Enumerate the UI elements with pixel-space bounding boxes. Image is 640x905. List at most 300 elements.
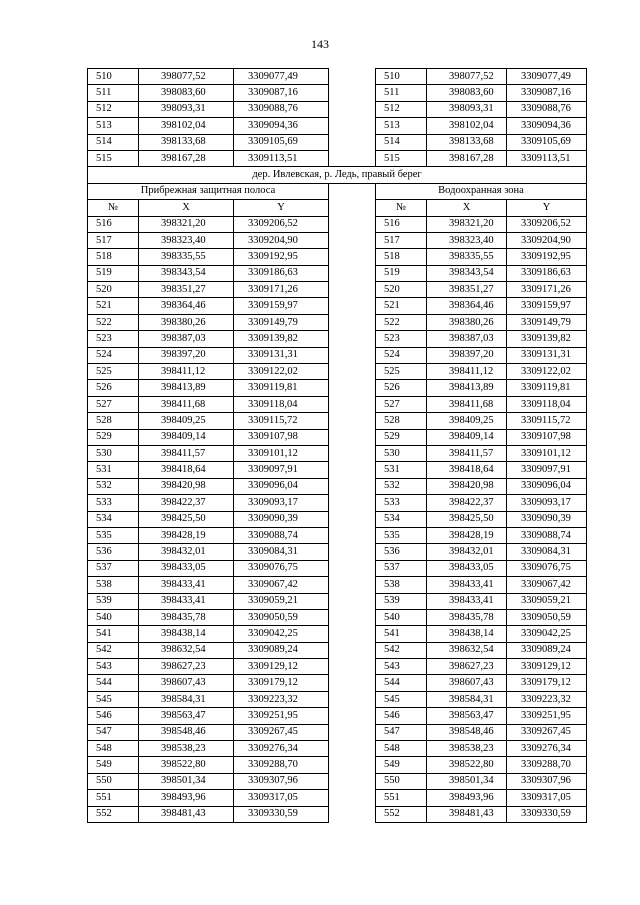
y-coordinate-cell: 3309223,32 <box>507 691 587 707</box>
point-number-cell: 521 <box>376 298 427 314</box>
x-coordinate-cell: 398584,31 <box>139 691 234 707</box>
y-coordinate-cell: 3309115,72 <box>507 413 587 429</box>
x-coordinate-cell: 398422,37 <box>427 495 507 511</box>
point-number-cell: 543 <box>376 659 427 675</box>
point-number-cell: 539 <box>376 593 427 609</box>
point-number-cell: 526 <box>376 380 427 396</box>
table-row <box>88 331 587 347</box>
y-coordinate-cell: 3309077,49 <box>507 69 587 85</box>
table-row <box>88 741 587 757</box>
point-number-cell: 529 <box>376 429 427 445</box>
x-coordinate-cell: 398433,41 <box>427 593 507 609</box>
y-coordinate-cell: 3309094,36 <box>507 118 587 134</box>
y-coordinate-cell: 3309171,26 <box>234 282 329 298</box>
y-coordinate-cell: 3309159,97 <box>234 298 329 314</box>
point-number-cell: 527 <box>88 396 139 412</box>
header-y: Y <box>507 200 587 216</box>
x-coordinate-cell: 398433,05 <box>427 560 507 576</box>
table-row <box>88 265 587 281</box>
x-coordinate-cell: 398420,98 <box>139 478 234 494</box>
x-coordinate-cell: 398438,14 <box>139 626 234 642</box>
column-gap <box>329 757 376 773</box>
x-coordinate-cell: 398411,57 <box>427 445 507 461</box>
y-coordinate-cell: 3309307,96 <box>507 773 587 789</box>
y-coordinate-cell: 3309288,70 <box>234 757 329 773</box>
x-coordinate-cell: 398351,27 <box>427 282 507 298</box>
table-row <box>88 642 587 658</box>
table-row <box>88 347 587 363</box>
table-row <box>88 806 587 822</box>
x-coordinate-cell: 398093,31 <box>427 101 507 117</box>
column-gap <box>329 560 376 576</box>
column-gap <box>329 282 376 298</box>
header-x: X <box>139 200 234 216</box>
x-coordinate-cell: 398425,50 <box>139 511 234 527</box>
table-row <box>88 282 587 298</box>
column-gap <box>329 527 376 543</box>
point-number-cell: 522 <box>376 314 427 330</box>
table-row <box>88 298 587 314</box>
y-coordinate-cell: 3309139,82 <box>507 331 587 347</box>
table-row <box>88 626 587 642</box>
point-number-cell: 548 <box>88 741 139 757</box>
y-coordinate-cell: 3309276,34 <box>507 741 587 757</box>
x-coordinate-cell: 398433,41 <box>139 577 234 593</box>
point-number-cell: 538 <box>376 577 427 593</box>
y-coordinate-cell: 3309115,72 <box>234 413 329 429</box>
table-row <box>88 216 587 232</box>
y-coordinate-cell: 3309307,96 <box>234 773 329 789</box>
y-coordinate-cell: 3309089,24 <box>234 642 329 658</box>
column-gap <box>329 331 376 347</box>
point-number-cell: 528 <box>376 413 427 429</box>
point-number-cell: 547 <box>88 724 139 740</box>
point-number-cell: 544 <box>88 675 139 691</box>
point-number-cell: 524 <box>88 347 139 363</box>
x-coordinate-cell: 398433,05 <box>139 560 234 576</box>
table-row <box>88 364 587 380</box>
x-coordinate-cell: 398435,78 <box>139 609 234 625</box>
point-number-cell: 534 <box>88 511 139 527</box>
point-number-cell: 533 <box>88 495 139 511</box>
point-number-cell: 510 <box>88 69 139 85</box>
column-gap <box>329 298 376 314</box>
point-number-cell: 510 <box>376 69 427 85</box>
y-coordinate-cell: 3309097,91 <box>507 462 587 478</box>
column-gap <box>329 691 376 707</box>
point-number-cell: 516 <box>376 216 427 232</box>
point-number-cell: 512 <box>88 101 139 117</box>
x-coordinate-cell: 398433,41 <box>427 577 507 593</box>
point-number-cell: 541 <box>88 626 139 642</box>
point-number-cell: 551 <box>376 790 427 806</box>
y-coordinate-cell: 3309251,95 <box>507 708 587 724</box>
column-gap <box>329 577 376 593</box>
y-coordinate-cell: 3309223,32 <box>234 691 329 707</box>
table-row <box>88 85 587 101</box>
y-coordinate-cell: 3309330,59 <box>234 806 329 822</box>
x-coordinate-cell: 398438,14 <box>427 626 507 642</box>
column-gap <box>329 265 376 281</box>
column-gap <box>329 724 376 740</box>
y-coordinate-cell: 3309101,12 <box>507 445 587 461</box>
y-coordinate-cell: 3309077,49 <box>234 69 329 85</box>
point-number-cell: 522 <box>88 314 139 330</box>
point-number-cell: 527 <box>376 396 427 412</box>
point-number-cell: 549 <box>376 757 427 773</box>
x-coordinate-cell: 398432,01 <box>139 544 234 560</box>
x-coordinate-cell: 398563,47 <box>139 708 234 724</box>
x-coordinate-cell: 398411,68 <box>427 396 507 412</box>
point-number-cell: 517 <box>376 232 427 248</box>
point-number-cell: 537 <box>376 560 427 576</box>
point-number-cell: 532 <box>88 478 139 494</box>
y-coordinate-cell: 3309113,51 <box>234 150 329 166</box>
x-coordinate-cell: 398083,60 <box>139 85 234 101</box>
column-gap <box>329 314 376 330</box>
y-coordinate-cell: 3309251,95 <box>234 708 329 724</box>
table-row <box>88 232 587 248</box>
point-number-cell: 542 <box>376 642 427 658</box>
table-row <box>88 593 587 609</box>
header-row <box>88 200 587 216</box>
point-number-cell: 542 <box>88 642 139 658</box>
point-number-cell: 513 <box>88 118 139 134</box>
point-number-cell: 525 <box>376 364 427 380</box>
table-row <box>88 134 587 150</box>
point-number-cell: 520 <box>88 282 139 298</box>
point-number-cell: 552 <box>88 806 139 822</box>
y-coordinate-cell: 3309105,69 <box>507 134 587 150</box>
column-gap <box>329 478 376 494</box>
y-coordinate-cell: 3309097,91 <box>234 462 329 478</box>
y-coordinate-cell: 3309131,31 <box>507 347 587 363</box>
coordinates-table <box>87 68 587 823</box>
table-row <box>88 462 587 478</box>
left-zone-title: Прибрежная защитная полоса <box>88 183 329 199</box>
column-gap <box>329 413 376 429</box>
table-row <box>88 659 587 675</box>
x-coordinate-cell: 398501,34 <box>427 773 507 789</box>
x-coordinate-cell: 398083,60 <box>427 85 507 101</box>
point-number-cell: 540 <box>376 609 427 625</box>
point-number-cell: 528 <box>88 413 139 429</box>
y-coordinate-cell: 3309084,31 <box>507 544 587 560</box>
point-number-cell: 514 <box>376 134 427 150</box>
column-gap <box>329 708 376 724</box>
column-gap <box>329 364 376 380</box>
y-coordinate-cell: 3309101,12 <box>234 445 329 461</box>
table-row <box>88 69 587 85</box>
point-number-cell: 519 <box>88 265 139 281</box>
y-coordinate-cell: 3309267,45 <box>234 724 329 740</box>
y-coordinate-cell: 3309093,17 <box>234 495 329 511</box>
header-number: № <box>88 200 139 216</box>
y-coordinate-cell: 3309204,90 <box>234 232 329 248</box>
right-zone-title: Водоохранная зона <box>376 183 587 199</box>
column-gap <box>329 150 376 166</box>
point-number-cell: 539 <box>88 593 139 609</box>
point-number-cell: 533 <box>376 495 427 511</box>
x-coordinate-cell: 398351,27 <box>139 282 234 298</box>
x-coordinate-cell: 398093,31 <box>139 101 234 117</box>
x-coordinate-cell: 398167,28 <box>427 150 507 166</box>
table-row <box>88 380 587 396</box>
point-number-cell: 525 <box>88 364 139 380</box>
x-coordinate-cell: 398411,68 <box>139 396 234 412</box>
column-gap <box>329 675 376 691</box>
point-number-cell: 517 <box>88 232 139 248</box>
x-coordinate-cell: 398435,78 <box>427 609 507 625</box>
x-coordinate-cell: 398627,23 <box>427 659 507 675</box>
x-coordinate-cell: 398077,52 <box>427 69 507 85</box>
point-number-cell: 514 <box>88 134 139 150</box>
point-number-cell: 549 <box>88 757 139 773</box>
table-row <box>88 249 587 265</box>
y-coordinate-cell: 3309088,74 <box>507 527 587 543</box>
y-coordinate-cell: 3309330,59 <box>507 806 587 822</box>
x-coordinate-cell: 398433,41 <box>139 593 234 609</box>
column-gap <box>329 85 376 101</box>
column-gap <box>329 347 376 363</box>
x-coordinate-cell: 398548,46 <box>427 724 507 740</box>
y-coordinate-cell: 3309192,95 <box>507 249 587 265</box>
column-gap <box>329 806 376 822</box>
column-gap <box>329 134 376 150</box>
x-coordinate-cell: 398607,43 <box>427 675 507 691</box>
point-number-cell: 535 <box>88 527 139 543</box>
y-coordinate-cell: 3309050,59 <box>507 609 587 625</box>
table-row <box>88 691 587 707</box>
point-number-cell: 526 <box>88 380 139 396</box>
y-coordinate-cell: 3309059,21 <box>507 593 587 609</box>
table-row <box>88 150 587 166</box>
column-gap <box>329 69 376 85</box>
y-coordinate-cell: 3309076,75 <box>234 560 329 576</box>
point-number-cell: 534 <box>376 511 427 527</box>
point-number-cell: 550 <box>376 773 427 789</box>
x-coordinate-cell: 398413,89 <box>427 380 507 396</box>
point-number-cell: 532 <box>376 478 427 494</box>
point-number-cell: 515 <box>88 150 139 166</box>
table-row <box>88 609 587 625</box>
y-coordinate-cell: 3309089,24 <box>507 642 587 658</box>
y-coordinate-cell: 3309118,04 <box>234 396 329 412</box>
y-coordinate-cell: 3309192,95 <box>234 249 329 265</box>
y-coordinate-cell: 3309107,98 <box>507 429 587 445</box>
header-y: Y <box>234 200 329 216</box>
point-number-cell: 513 <box>376 118 427 134</box>
x-coordinate-cell: 398584,31 <box>427 691 507 707</box>
x-coordinate-cell: 398522,80 <box>427 757 507 773</box>
y-coordinate-cell: 3309149,79 <box>507 314 587 330</box>
point-number-cell: 548 <box>376 741 427 757</box>
x-coordinate-cell: 398418,64 <box>139 462 234 478</box>
x-coordinate-cell: 398481,43 <box>427 806 507 822</box>
table-row <box>88 396 587 412</box>
y-coordinate-cell: 3309042,25 <box>234 626 329 642</box>
column-gap <box>329 593 376 609</box>
y-coordinate-cell: 3309317,05 <box>234 790 329 806</box>
y-coordinate-cell: 3309129,12 <box>507 659 587 675</box>
y-coordinate-cell: 3309179,12 <box>234 675 329 691</box>
column-gap <box>329 249 376 265</box>
x-coordinate-cell: 398522,80 <box>139 757 234 773</box>
x-coordinate-cell: 398563,47 <box>427 708 507 724</box>
point-number-cell: 511 <box>376 85 427 101</box>
y-coordinate-cell: 3309088,76 <box>234 101 329 117</box>
x-coordinate-cell: 398627,23 <box>139 659 234 675</box>
y-coordinate-cell: 3309267,45 <box>507 724 587 740</box>
point-number-cell: 537 <box>88 560 139 576</box>
y-coordinate-cell: 3309149,79 <box>234 314 329 330</box>
point-number-cell: 541 <box>376 626 427 642</box>
x-coordinate-cell: 398364,46 <box>139 298 234 314</box>
x-coordinate-cell: 398364,46 <box>427 298 507 314</box>
column-gap <box>329 626 376 642</box>
section-title: дер. Ивлевская, р. Ледь, правый берег <box>88 167 587 183</box>
column-gap <box>329 232 376 248</box>
table-row <box>88 413 587 429</box>
point-number-cell: 550 <box>88 773 139 789</box>
y-coordinate-cell: 3309131,31 <box>234 347 329 363</box>
point-number-cell: 545 <box>88 691 139 707</box>
y-coordinate-cell: 3309186,63 <box>507 265 587 281</box>
table-row <box>88 757 587 773</box>
y-coordinate-cell: 3309042,25 <box>507 626 587 642</box>
y-coordinate-cell: 3309113,51 <box>507 150 587 166</box>
column-gap <box>329 609 376 625</box>
point-number-cell: 538 <box>88 577 139 593</box>
table-row <box>88 429 587 445</box>
column-gap <box>329 183 376 199</box>
y-coordinate-cell: 3309139,82 <box>234 331 329 347</box>
point-number-cell: 551 <box>88 790 139 806</box>
point-number-cell: 523 <box>376 331 427 347</box>
x-coordinate-cell: 398432,01 <box>427 544 507 560</box>
x-coordinate-cell: 398418,64 <box>427 462 507 478</box>
x-coordinate-cell: 398167,28 <box>139 150 234 166</box>
x-coordinate-cell: 398409,14 <box>427 429 507 445</box>
y-coordinate-cell: 3309067,42 <box>234 577 329 593</box>
column-gap <box>329 773 376 789</box>
x-coordinate-cell: 398538,23 <box>427 741 507 757</box>
y-coordinate-cell: 3309159,97 <box>507 298 587 314</box>
point-number-cell: 536 <box>88 544 139 560</box>
column-gap <box>329 642 376 658</box>
y-coordinate-cell: 3309206,52 <box>234 216 329 232</box>
x-coordinate-cell: 398343,54 <box>427 265 507 281</box>
column-gap <box>329 741 376 757</box>
point-number-cell: 529 <box>88 429 139 445</box>
x-coordinate-cell: 398380,26 <box>427 314 507 330</box>
y-coordinate-cell: 3309186,63 <box>234 265 329 281</box>
y-coordinate-cell: 3309317,05 <box>507 790 587 806</box>
y-coordinate-cell: 3309179,12 <box>507 675 587 691</box>
point-number-cell: 547 <box>376 724 427 740</box>
column-gap <box>329 445 376 461</box>
point-number-cell: 536 <box>376 544 427 560</box>
x-coordinate-cell: 398077,52 <box>139 69 234 85</box>
y-coordinate-cell: 3309050,59 <box>234 609 329 625</box>
x-coordinate-cell: 398321,20 <box>139 216 234 232</box>
column-gap <box>329 380 376 396</box>
column-gap <box>329 101 376 117</box>
table-row <box>88 118 587 134</box>
x-coordinate-cell: 398428,19 <box>427 527 507 543</box>
y-coordinate-cell: 3309122,02 <box>507 364 587 380</box>
table-row <box>88 314 587 330</box>
y-coordinate-cell: 3309094,36 <box>234 118 329 134</box>
point-number-cell: 540 <box>88 609 139 625</box>
x-coordinate-cell: 398323,40 <box>139 232 234 248</box>
point-number-cell: 521 <box>88 298 139 314</box>
table-row <box>88 495 587 511</box>
point-number-cell: 518 <box>88 249 139 265</box>
table-row <box>88 445 587 461</box>
page-number: 143 <box>311 37 329 51</box>
point-number-cell: 546 <box>376 708 427 724</box>
y-coordinate-cell: 3309093,17 <box>507 495 587 511</box>
column-gap <box>329 118 376 134</box>
y-coordinate-cell: 3309090,39 <box>234 511 329 527</box>
y-coordinate-cell: 3309206,52 <box>507 216 587 232</box>
x-coordinate-cell: 398133,68 <box>427 134 507 150</box>
table-row <box>88 708 587 724</box>
x-coordinate-cell: 398102,04 <box>139 118 234 134</box>
x-coordinate-cell: 398538,23 <box>139 741 234 757</box>
table-row <box>88 675 587 691</box>
section-title-row <box>88 167 587 183</box>
table-row <box>88 724 587 740</box>
point-number-cell: 523 <box>88 331 139 347</box>
y-coordinate-cell: 3309090,39 <box>507 511 587 527</box>
y-coordinate-cell: 3309096,04 <box>234 478 329 494</box>
x-coordinate-cell: 398481,43 <box>139 806 234 822</box>
x-coordinate-cell: 398413,89 <box>139 380 234 396</box>
x-coordinate-cell: 398607,43 <box>139 675 234 691</box>
x-coordinate-cell: 398397,20 <box>427 347 507 363</box>
y-coordinate-cell: 3309088,74 <box>234 527 329 543</box>
y-coordinate-cell: 3309084,31 <box>234 544 329 560</box>
y-coordinate-cell: 3309096,04 <box>507 478 587 494</box>
point-number-cell: 552 <box>376 806 427 822</box>
y-coordinate-cell: 3309171,26 <box>507 282 587 298</box>
y-coordinate-cell: 3309122,02 <box>234 364 329 380</box>
table-row <box>88 101 587 117</box>
zone-titles-row <box>88 183 587 199</box>
point-number-cell: 518 <box>376 249 427 265</box>
point-number-cell: 519 <box>376 265 427 281</box>
header-number: № <box>376 200 427 216</box>
column-gap <box>329 462 376 478</box>
column-gap <box>329 396 376 412</box>
point-number-cell: 524 <box>376 347 427 363</box>
x-coordinate-cell: 398387,03 <box>427 331 507 347</box>
x-coordinate-cell: 398387,03 <box>139 331 234 347</box>
x-coordinate-cell: 398411,12 <box>139 364 234 380</box>
column-gap <box>329 216 376 232</box>
y-coordinate-cell: 3309276,34 <box>234 741 329 757</box>
x-coordinate-cell: 398422,37 <box>139 495 234 511</box>
y-coordinate-cell: 3309088,76 <box>507 101 587 117</box>
x-coordinate-cell: 398632,54 <box>427 642 507 658</box>
x-coordinate-cell: 398343,54 <box>139 265 234 281</box>
point-number-cell: 516 <box>88 216 139 232</box>
y-coordinate-cell: 3309059,21 <box>234 593 329 609</box>
point-number-cell: 520 <box>376 282 427 298</box>
point-number-cell: 530 <box>88 445 139 461</box>
